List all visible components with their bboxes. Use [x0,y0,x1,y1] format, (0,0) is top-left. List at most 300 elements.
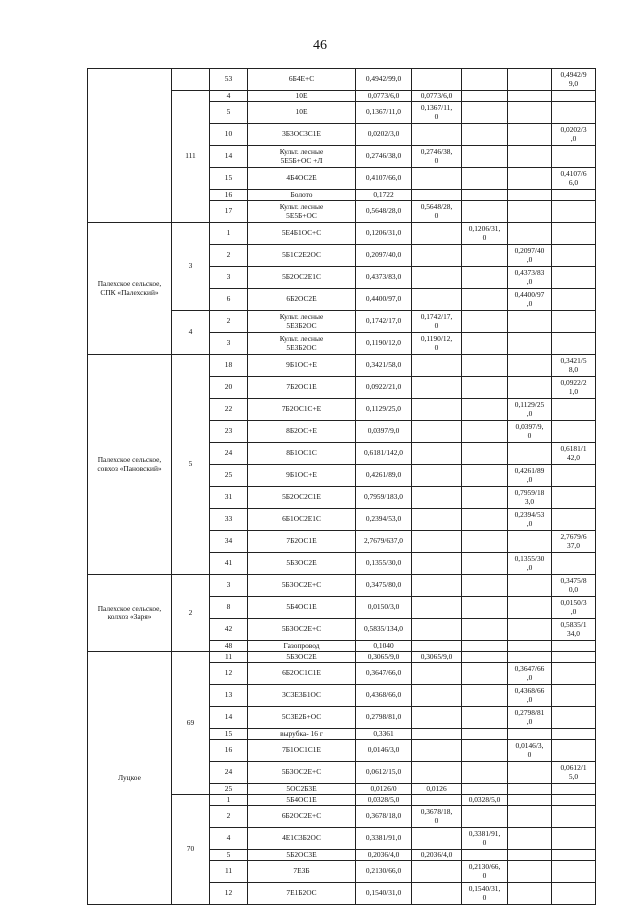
value-col-d-cell: 0,4942/9 9,0 [552,69,596,91]
value-col-d-cell [552,509,596,531]
value-col-c-cell [508,652,552,663]
area-volume-cell: 0,0146/3,0 [356,740,412,762]
value-col-b-cell [462,806,508,828]
value-col-d-cell [552,399,596,421]
value-col-a-cell [412,245,462,267]
plot-number-cell: 3 [210,267,248,289]
value-col-b-cell [462,333,508,355]
value-col-c-cell [508,828,552,850]
value-col-d-cell: 0,0922/2 1,0 [552,377,596,399]
species-composition-cell: Газопровод [248,641,356,652]
plot-number-cell: 1 [210,795,248,806]
species-composition-cell: 6Б4Е+С [248,69,356,91]
value-col-c-cell [508,124,552,146]
plot-number-cell: 14 [210,707,248,729]
value-col-d-cell: 0,0612/1 5,0 [552,762,596,784]
value-col-d-cell [552,311,596,333]
value-col-b-cell [462,575,508,597]
value-col-b-cell [462,597,508,619]
value-col-b-cell [462,421,508,443]
species-composition-cell: 7Б2ОС1Е [248,377,356,399]
species-composition-cell: 4Б4ОС2Е [248,168,356,190]
area-volume-cell: 0,3421/58,0 [356,355,412,377]
plot-number-cell: 6 [210,289,248,311]
value-col-c-cell: 0,3647/66 ,0 [508,663,552,685]
species-composition-cell: 7Б1ОС1С1Е [248,740,356,762]
value-col-b-cell [462,377,508,399]
area-volume-cell: 0,1206/31,0 [356,223,412,245]
value-col-d-cell [552,828,596,850]
plot-number-cell: 41 [210,553,248,575]
value-col-a-cell [412,575,462,597]
value-col-d-cell [552,641,596,652]
value-col-c-cell [508,91,552,102]
species-composition-cell: 5Б3ОС2Е+С [248,762,356,784]
area-volume-cell: 0,1040 [356,641,412,652]
value-col-d-cell: 0,3475/8 0,0 [552,575,596,597]
species-composition-cell: 3С3Е3Б1ОС [248,685,356,707]
value-col-c-cell [508,729,552,740]
species-composition-cell: 7Е3Б [248,861,356,883]
table-row [88,223,596,245]
value-col-d-cell [552,487,596,509]
species-composition-cell: 7Б2ОС1С+Е [248,399,356,421]
value-col-a-cell [412,663,462,685]
area-volume-cell: 0,1742/17,0 [356,311,412,333]
species-composition-cell: 5Б2ОС2С1Е [248,487,356,509]
plot-number-cell: 42 [210,619,248,641]
value-col-c-cell [508,531,552,553]
area-volume-cell: 0,4400/97,0 [356,289,412,311]
value-col-d-cell: 0,6181/1 42,0 [552,443,596,465]
plot-number-cell: 18 [210,355,248,377]
value-col-c-cell: 0,1129/25 ,0 [508,399,552,421]
value-col-d-cell [552,223,596,245]
value-col-d-cell: 0,3421/5 8,0 [552,355,596,377]
value-col-c-cell: 0,1355/30 ,0 [508,553,552,575]
area-volume-cell: 0,1367/11,0 [356,102,412,124]
value-col-a-cell [412,443,462,465]
value-col-b-cell [462,553,508,575]
value-col-c-cell [508,762,552,784]
species-composition-cell: Культ. лесные 5Е5Б+ОС +Л [248,146,356,168]
owner-cell [88,69,172,223]
value-col-b-cell [462,91,508,102]
quarter-cell: 3 [172,223,210,311]
area-volume-cell: 0,0922/21,0 [356,377,412,399]
species-composition-cell: 6Б2ОС2Е [248,289,356,311]
value-col-d-cell [552,729,596,740]
value-col-d-cell [552,806,596,828]
species-composition-cell: Болото [248,190,356,201]
area-volume-cell: 0,4261/89,0 [356,465,412,487]
value-col-a-cell: 0,2746/38, 0 [412,146,462,168]
value-col-d-cell [552,553,596,575]
area-volume-cell: 0,1190/12,0 [356,333,412,355]
table-row [88,69,596,91]
value-col-b-cell [462,355,508,377]
value-col-a-cell [412,465,462,487]
value-col-c-cell: 0,7959/18 3,0 [508,487,552,509]
value-col-b-cell: 0,2130/66, 0 [462,861,508,883]
value-col-c-cell: 0,2798/81 ,0 [508,707,552,729]
value-col-c-cell [508,806,552,828]
table-row [88,355,596,377]
value-col-d-cell [552,190,596,201]
area-volume-cell: 0,3065/9,0 [356,652,412,663]
value-col-d-cell [552,465,596,487]
value-col-d-cell [552,201,596,223]
plot-number-cell: 53 [210,69,248,91]
value-col-b-cell [462,663,508,685]
plot-number-cell: 16 [210,740,248,762]
value-col-a-cell [412,190,462,201]
value-col-c-cell [508,784,552,795]
value-col-b-cell [462,289,508,311]
value-col-a-cell: 0,5648/28, 0 [412,201,462,223]
value-col-b-cell [462,850,508,861]
area-volume-cell: 0,3381/91,0 [356,828,412,850]
value-col-b-cell [462,124,508,146]
plot-number-cell: 25 [210,784,248,795]
value-col-b-cell [462,465,508,487]
area-volume-cell: 0,2097/40,0 [356,245,412,267]
value-col-d-cell [552,685,596,707]
plot-number-cell: 11 [210,861,248,883]
species-composition-cell: 5Б2ОС2Е1С [248,267,356,289]
value-col-b-cell [462,399,508,421]
value-col-c-cell: 0,0397/9, 0 [508,421,552,443]
value-col-a-cell [412,685,462,707]
value-col-b-cell [462,531,508,553]
area-volume-cell: 0,0150/3,0 [356,597,412,619]
value-col-c-cell: 0,4261/89 ,0 [508,465,552,487]
value-col-a-cell [412,69,462,91]
value-col-d-cell [552,245,596,267]
value-col-d-cell [552,740,596,762]
value-col-d-cell [552,795,596,806]
value-col-c-cell: 0,4400/97 ,0 [508,289,552,311]
area-volume-cell: 0,3678/18,0 [356,806,412,828]
value-col-b-cell [462,102,508,124]
value-col-c-cell [508,168,552,190]
area-volume-cell: 2,7679/637,0 [356,531,412,553]
value-col-b-cell [462,487,508,509]
value-col-c-cell [508,641,552,652]
value-col-d-cell: 0,4107/6 6,0 [552,168,596,190]
area-volume-cell: 0,3475/80,0 [356,575,412,597]
area-volume-cell: 0,1355/30,0 [356,553,412,575]
value-col-c-cell [508,146,552,168]
owner-cell: Палехское сельское, колхоз «Заря» [88,575,172,652]
quarter-cell: 111 [172,91,210,223]
plot-number-cell: 48 [210,641,248,652]
value-col-b-cell [462,652,508,663]
value-col-a-cell [412,795,462,806]
plot-number-cell: 31 [210,487,248,509]
value-col-d-cell: 0,0150/3 ,0 [552,597,596,619]
area-volume-cell: 0,1129/25,0 [356,399,412,421]
value-col-b-cell [462,245,508,267]
species-composition-cell: 5Б3ОС2Е+С [248,575,356,597]
value-col-a-cell: 0,0773/6,0 [412,91,462,102]
species-composition-cell: 5ОС2Б3Е [248,784,356,795]
page-number: 46 [313,38,327,53]
plot-number-cell: 2 [210,245,248,267]
plot-number-cell: 5 [210,102,248,124]
value-col-b-cell [462,641,508,652]
value-col-a-cell [412,762,462,784]
value-col-a-cell [412,641,462,652]
species-composition-cell: Культ. лесные 5Е3Б2ОС [248,311,356,333]
value-col-d-cell [552,652,596,663]
species-composition-cell: 5Б3ОС2Е [248,652,356,663]
value-col-a-cell [412,421,462,443]
value-col-c-cell: 0,2394/53 ,0 [508,509,552,531]
value-col-a-cell [412,223,462,245]
species-composition-cell: Культ. лесные 5Е3Б2ОС [248,333,356,355]
plot-number-cell: 4 [210,828,248,850]
value-col-b-cell [462,784,508,795]
value-col-c-cell [508,201,552,223]
value-col-a-cell: 0,1367/11, 0 [412,102,462,124]
species-composition-cell: 7Е1Б2ОС [248,883,356,905]
value-col-b-cell [462,729,508,740]
value-col-b-cell: 0,3381/91, 0 [462,828,508,850]
value-col-a-cell [412,509,462,531]
value-col-b-cell [462,740,508,762]
plot-number-cell: 12 [210,883,248,905]
value-col-b-cell: 0,1206/31, 0 [462,223,508,245]
value-col-c-cell [508,69,552,91]
value-col-b-cell [462,443,508,465]
species-composition-cell: 10Е [248,91,356,102]
value-col-b-cell [462,190,508,201]
value-col-c-cell [508,795,552,806]
area-volume-cell: 0,3361 [356,729,412,740]
area-volume-cell: 0,0612/15,0 [356,762,412,784]
plot-number-cell: 15 [210,729,248,740]
value-col-a-cell [412,377,462,399]
plot-number-cell: 12 [210,663,248,685]
species-composition-cell: 5С3Е2Б+ОС [248,707,356,729]
species-composition-cell: 3Б3ОС3С1Е [248,124,356,146]
value-col-b-cell [462,69,508,91]
value-col-b-cell [462,707,508,729]
area-volume-cell: 0,3647/66,0 [356,663,412,685]
value-col-a-cell: 0,1190/12, 0 [412,333,462,355]
value-col-a-cell [412,355,462,377]
value-col-a-cell [412,487,462,509]
table-row [88,652,596,663]
value-col-c-cell: 0,0146/3, 0 [508,740,552,762]
table-row [88,575,596,597]
value-col-d-cell [552,421,596,443]
value-col-a-cell [412,883,462,905]
value-col-a-cell [412,399,462,421]
value-col-d-cell [552,267,596,289]
species-composition-cell: 5Б4ОС1Е [248,795,356,806]
area-volume-cell: 0,5648/28,0 [356,201,412,223]
value-col-d-cell [552,883,596,905]
value-col-b-cell [462,509,508,531]
value-col-b-cell [462,201,508,223]
value-col-b-cell [462,311,508,333]
value-col-c-cell: 0,4373/83 ,0 [508,267,552,289]
plot-number-cell: 2 [210,311,248,333]
plot-number-cell: 24 [210,443,248,465]
area-volume-cell: 0,2130/66,0 [356,861,412,883]
value-col-c-cell [508,443,552,465]
value-col-c-cell [508,355,552,377]
quarter-cell: 4 [172,311,210,355]
plot-number-cell: 25 [210,465,248,487]
value-col-b-cell: 0,1540/31, 0 [462,883,508,905]
area-volume-cell: 0,0126/0 [356,784,412,795]
value-col-b-cell [462,168,508,190]
species-composition-cell: 7Б2ОС1Е [248,531,356,553]
species-composition-cell: 8Б1ОС1С [248,443,356,465]
plot-number-cell: 33 [210,509,248,531]
plot-number-cell: 11 [210,652,248,663]
species-composition-cell: 8Б2ОС+Е [248,421,356,443]
area-volume-cell: 0,4107/66,0 [356,168,412,190]
value-col-b-cell [462,762,508,784]
plot-number-cell: 22 [210,399,248,421]
area-volume-cell: 0,0773/6,0 [356,91,412,102]
species-composition-cell: Культ. лесные 5Е5Б+ОС [248,201,356,223]
value-col-d-cell [552,146,596,168]
value-col-d-cell: 2,7679/6 37,0 [552,531,596,553]
value-col-c-cell [508,190,552,201]
plot-number-cell: 1 [210,223,248,245]
value-col-b-cell [462,146,508,168]
plot-number-cell: 17 [210,201,248,223]
value-col-d-cell [552,707,596,729]
species-composition-cell: 5Б4ОС1Е [248,597,356,619]
area-volume-cell: 0,0397/9,0 [356,421,412,443]
value-col-d-cell [552,91,596,102]
value-col-a-cell: 0,3065/9,0 [412,652,462,663]
owner-cell: Палехское сельское, СПК «Палехский» [88,223,172,355]
value-col-d-cell [552,333,596,355]
value-col-a-cell [412,531,462,553]
area-volume-cell: 0,2746/38,0 [356,146,412,168]
quarter-cell: 5 [172,355,210,575]
species-composition-cell: 4Е1С3Б2ОС [248,828,356,850]
quarter-cell [172,69,210,91]
plot-number-cell: 15 [210,168,248,190]
species-composition-cell: вырубка- 16 г [248,729,356,740]
plot-number-cell: 3 [210,575,248,597]
value-col-b-cell [462,267,508,289]
area-volume-cell: 0,5835/134,0 [356,619,412,641]
plot-number-cell: 20 [210,377,248,399]
plot-number-cell: 8 [210,597,248,619]
area-volume-cell: 0,2036/4,0 [356,850,412,861]
area-volume-cell: 0,1540/31,0 [356,883,412,905]
area-volume-cell: 0,2394/53,0 [356,509,412,531]
value-col-c-cell [508,377,552,399]
value-col-d-cell [552,784,596,795]
value-col-d-cell [552,289,596,311]
value-col-c-cell [508,223,552,245]
owner-cell: Палехское сельское, совхоз «Пановский» [88,355,172,575]
species-composition-cell: 10Е [248,102,356,124]
value-col-d-cell [552,861,596,883]
forest-inventory-table [87,68,596,905]
value-col-c-cell [508,333,552,355]
owner-cell: Луцкое [88,652,172,905]
quarter-cell: 2 [172,575,210,652]
value-col-c-cell [508,311,552,333]
area-volume-cell: 0,7959/183,0 [356,487,412,509]
species-composition-cell: 5Б1С2Е2ОС [248,245,356,267]
plot-number-cell: 24 [210,762,248,784]
plot-number-cell: 3 [210,333,248,355]
value-col-c-cell [508,102,552,124]
value-col-a-cell: 0,3678/18, 0 [412,806,462,828]
area-volume-cell: 0,6181/142,0 [356,443,412,465]
value-col-d-cell: 0,5835/1 34,0 [552,619,596,641]
plot-number-cell: 2 [210,806,248,828]
species-composition-cell: 9Б1ОС+Е [248,465,356,487]
value-col-a-cell: 0,1742/17, 0 [412,311,462,333]
value-col-a-cell [412,740,462,762]
value-col-a-cell [412,267,462,289]
species-composition-cell: 6Б2ОС1С1Е [248,663,356,685]
species-composition-cell: 5Е4Б1ОС+С [248,223,356,245]
value-col-c-cell [508,597,552,619]
value-col-c-cell: 0,4368/66 ,0 [508,685,552,707]
plot-number-cell: 10 [210,124,248,146]
value-col-d-cell [552,663,596,685]
species-composition-cell: 5Б3ОС2Е [248,553,356,575]
species-composition-cell: 5Б2ОС3Е [248,850,356,861]
area-volume-cell: 0,4942/99,0 [356,69,412,91]
value-col-a-cell [412,168,462,190]
value-col-d-cell [552,102,596,124]
area-volume-cell: 0,4368/66,0 [356,685,412,707]
plot-number-cell: 13 [210,685,248,707]
value-col-a-cell: 0,0126 [412,784,462,795]
value-col-c-cell [508,619,552,641]
value-col-a-cell [412,553,462,575]
quarter-cell: 69 [172,652,210,795]
value-col-a-cell [412,828,462,850]
value-col-d-cell: 0,0202/3 ,0 [552,124,596,146]
quarter-cell: 70 [172,795,210,905]
area-volume-cell: 0,0202/3,0 [356,124,412,146]
value-col-a-cell [412,124,462,146]
plot-number-cell: 5 [210,850,248,861]
value-col-c-cell: 0,2097/40 ,0 [508,245,552,267]
value-col-a-cell [412,729,462,740]
value-col-c-cell [508,883,552,905]
value-col-a-cell [412,707,462,729]
value-col-b-cell [462,619,508,641]
value-col-a-cell [412,597,462,619]
species-composition-cell: 6Б2ОС2Е+С [248,806,356,828]
area-volume-cell: 0,2798/81,0 [356,707,412,729]
area-volume-cell: 0,4373/83,0 [356,267,412,289]
plot-number-cell: 23 [210,421,248,443]
value-col-d-cell [552,850,596,861]
plot-number-cell: 16 [210,190,248,201]
value-col-a-cell [412,619,462,641]
value-col-c-cell [508,575,552,597]
value-col-a-cell [412,861,462,883]
